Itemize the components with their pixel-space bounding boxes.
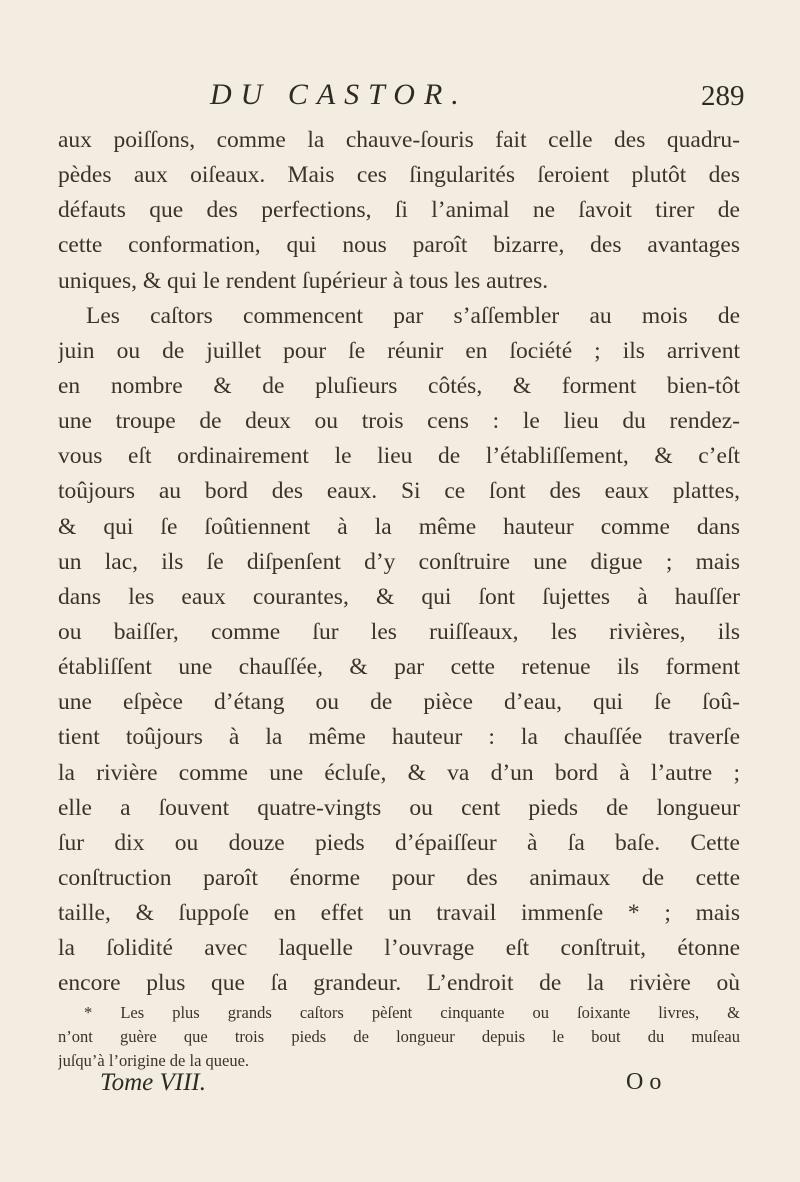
- text-line: encore plus que ſa grandeur. L’endroit de la rivière où: [58, 970, 740, 997]
- text-line: pèdes aux oiſeaux. Mais ces ſingularités ſeroient plutôt des: [58, 162, 740, 189]
- text-line: une troupe de deux ou trois cens : le lieu du rendez-: [58, 408, 740, 435]
- running-head: DU CASTOR.: [210, 78, 468, 111]
- text-line: un lac, ils ſe diſpenſent d’y conſtruire une digue ; mais: [58, 548, 740, 575]
- text-line: la ſolidité avec laquelle l’ouvrage eſt conſtruit, étonne: [58, 935, 740, 962]
- text-line: Les caſtors commencent par s’aſſembler au mois de: [86, 302, 740, 329]
- text-line: conſtruction paroît énorme pour des animaux de cette: [58, 864, 740, 891]
- text-line: & qui ſe ſoûtiennent à la même hauteur comme dans: [58, 513, 740, 540]
- text-line: uniques, & qui le rendent ſupérieur à tous les autres.: [58, 267, 549, 294]
- footnote-line: juſqu’à l’origine de la queue.: [58, 1051, 250, 1070]
- page-number: 289: [701, 80, 745, 112]
- text-line: juin ou de juillet pour ſe réunir en ſociété ; ils arrivent: [58, 337, 740, 364]
- text-line: dans les eaux courantes, & qui ſont ſujettes à hauſſer: [58, 583, 740, 610]
- page-footer: [0, 1069, 800, 1105]
- page-header: [0, 70, 800, 118]
- footnote-line: n’ont guère que trois pieds de longueur depuis le bout du muſeau: [58, 1027, 740, 1046]
- text-line: en nombre & de pluſieurs côtés, & forment bien-tôt: [58, 372, 740, 399]
- text-line: cette conformation, qui nous paroît bizarre, des avantages: [58, 232, 740, 259]
- text-line: elle a ſouvent quatre-vingts ou cent pieds de longueur: [58, 794, 740, 821]
- text-line: aux poiſſons, comme la chauve-ſouris fait celle des quadru-: [58, 127, 740, 153]
- text-line: ſur dix ou douze pieds d’épaiſſeur à ſa baſe. Cette: [58, 829, 740, 856]
- body-text: [58, 123, 740, 1002]
- text-line: établiſſent une chauſſée, & par cette retenue ils forment: [58, 654, 740, 681]
- text-line: ou baiſſer, comme ſur les ruiſſeaux, les rivières, ils: [58, 618, 740, 645]
- footnote-line: * Les plus grands caſtors pèſent cinquante ou ſoixante livres, &: [84, 1003, 740, 1022]
- text-line: toûjours au bord des eaux. Si ce ſont des eaux plattes,: [58, 478, 740, 505]
- text-line: la rivière comme une écluſe, & va d’un bord à l’autre ;: [58, 759, 740, 786]
- text-line: tient toûjours à la même hauteur : la chauſſée traverſe: [58, 724, 740, 751]
- text-line: taille, & ſuppoſe en effet un travail immenſe * ; mais: [58, 900, 740, 927]
- text-line: une eſpèce d’étang ou de pièce d’eau, qui ſe ſoû-: [58, 689, 740, 716]
- text-line: défauts que des perfections, ſi l’animal ne ſavoit tirer de: [58, 197, 740, 224]
- volume-label: Tome VIII.: [100, 1069, 207, 1096]
- signature-mark: O o: [626, 1069, 662, 1095]
- footnote: [58, 1001, 740, 1073]
- text-line: vous eſt ordinairement le lieu de l’établiſſement, & c’eſt: [58, 443, 740, 470]
